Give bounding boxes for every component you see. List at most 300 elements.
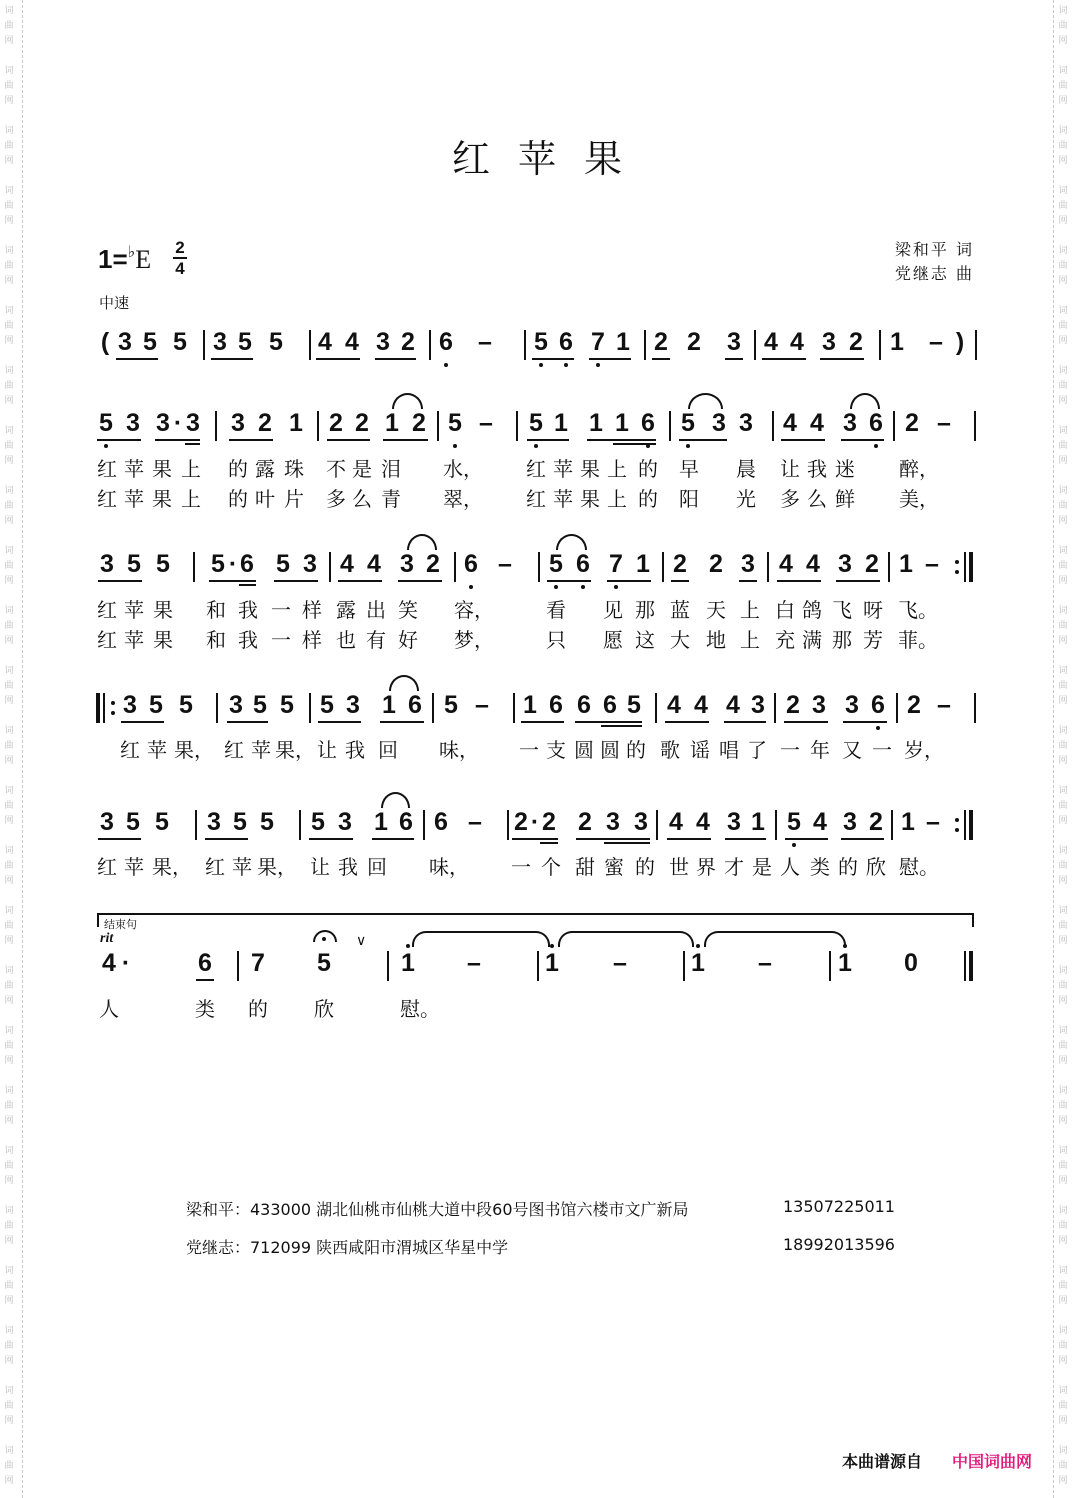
note: 3 bbox=[229, 691, 243, 719]
flat-sign: ♭ bbox=[127, 242, 136, 261]
lyric-verse2: 一 bbox=[271, 628, 291, 652]
note: 3 bbox=[400, 550, 414, 578]
beam-underline bbox=[211, 358, 253, 360]
note: 4 bbox=[667, 691, 681, 719]
beam-underline bbox=[601, 725, 642, 727]
breath-mark-icon: ∨ bbox=[356, 933, 367, 949]
lyric-verse2: 这 bbox=[635, 628, 655, 652]
lyric-chorus: 的 bbox=[626, 738, 646, 762]
note: 5 bbox=[96, 411, 116, 436]
lyric-chorus: 回 bbox=[367, 855, 387, 879]
barline bbox=[237, 951, 239, 981]
note: – bbox=[498, 550, 512, 578]
lyric-verse1: 见 bbox=[603, 598, 623, 622]
lyric-verse1: 上 bbox=[607, 457, 627, 481]
watermark-text: 词 曲 网 bbox=[1058, 1146, 1068, 1186]
note: 4 bbox=[790, 328, 804, 356]
beam-underline bbox=[98, 580, 142, 582]
note: 6 bbox=[408, 691, 422, 719]
contact-lyricist: 梁和平：433000 湖北仙桃市仙桃大道中段60号图书馆六楼市文广新局 bbox=[186, 1200, 689, 1219]
note: 5 bbox=[173, 328, 187, 356]
lyric-verse2: 样 bbox=[302, 628, 322, 652]
final-barline bbox=[969, 810, 973, 840]
lyric-chorus: 支 bbox=[546, 738, 566, 762]
note: ) bbox=[955, 328, 965, 356]
note: 6 bbox=[198, 949, 212, 977]
note: 3 bbox=[346, 691, 360, 719]
time-bottom: 4 bbox=[175, 259, 185, 278]
note: 4 bbox=[806, 550, 820, 578]
barline bbox=[216, 693, 218, 723]
watermark-right bbox=[1053, 0, 1074, 1498]
lyric-verse2: 么 bbox=[352, 487, 372, 511]
slur bbox=[688, 393, 723, 409]
note: 1 bbox=[374, 808, 388, 836]
repeat-dot bbox=[955, 570, 959, 574]
barline bbox=[974, 693, 976, 723]
lyric-verse2: 果 bbox=[153, 628, 173, 652]
note: 3 bbox=[231, 409, 245, 437]
lyric-verse2: 只 bbox=[546, 628, 566, 652]
lyric-chorus: 一 bbox=[780, 738, 800, 762]
lyric-verse2: 有 bbox=[366, 628, 386, 652]
beam-underline bbox=[239, 584, 256, 586]
lyric-chorus: 类 bbox=[810, 855, 830, 879]
tie bbox=[704, 931, 846, 947]
slur bbox=[389, 675, 419, 691]
lyric-verse1: 水， bbox=[443, 457, 483, 481]
note: – bbox=[475, 691, 489, 719]
lyric-chorus: 红 bbox=[224, 738, 244, 762]
lyric-verse2: 果 bbox=[580, 487, 600, 511]
lyric-chorus: 苹 bbox=[147, 738, 167, 762]
note: 5 bbox=[149, 691, 163, 719]
barline bbox=[888, 552, 890, 582]
beam-underline bbox=[98, 838, 141, 840]
note: 2 bbox=[905, 409, 919, 437]
lyric-chorus: 果， bbox=[152, 855, 192, 879]
beam-underline bbox=[316, 358, 360, 360]
note: – bbox=[925, 550, 939, 578]
lyric-chorus: 了 bbox=[747, 738, 767, 762]
note: 3 bbox=[843, 808, 857, 836]
barline bbox=[655, 693, 657, 723]
song-title: 红苹果 bbox=[451, 137, 650, 181]
note: 4 bbox=[694, 691, 708, 719]
note: 3 bbox=[812, 691, 826, 719]
watermark-text: 词 曲 网 bbox=[1058, 786, 1068, 826]
note: 4 bbox=[367, 550, 381, 578]
beam-underline bbox=[527, 439, 569, 441]
barline bbox=[662, 552, 664, 582]
note: 2 bbox=[673, 550, 687, 578]
watermark-text: 词 曲 网 bbox=[4, 186, 14, 226]
lyric-chorus: 回 bbox=[378, 738, 398, 762]
note: 3 bbox=[207, 808, 221, 836]
lyric-verse1: 天 bbox=[706, 598, 726, 622]
watermark-text: 词 曲 网 bbox=[4, 846, 14, 886]
note: 5 bbox=[127, 550, 141, 578]
lyric-verse1: 红 bbox=[526, 457, 546, 481]
note: 3 bbox=[100, 550, 114, 578]
lyric-verse2: 美， bbox=[899, 487, 939, 511]
barline bbox=[103, 693, 105, 723]
note: 1 bbox=[751, 808, 765, 836]
note: 5 bbox=[155, 808, 169, 836]
watermark-text: 词 曲 网 bbox=[1058, 366, 1068, 406]
note: 3 bbox=[606, 808, 620, 836]
note: – bbox=[758, 949, 772, 977]
lyric-verse2: 多 bbox=[780, 487, 800, 511]
watermark-text: 词 曲 网 bbox=[4, 906, 14, 946]
lyric-verse2: 红 bbox=[97, 628, 117, 652]
note: 5 bbox=[238, 328, 252, 356]
lyric-verse1: 一 bbox=[271, 598, 291, 622]
barline bbox=[299, 810, 301, 840]
note: 1 bbox=[890, 328, 904, 356]
note: 5 bbox=[546, 552, 566, 577]
note: 6 bbox=[556, 330, 576, 355]
lyric-verse1: 红 bbox=[97, 598, 117, 622]
watermark-text: 词 曲 网 bbox=[1058, 66, 1068, 106]
beam-underline bbox=[576, 838, 650, 840]
lyric-verse2: 上 bbox=[740, 628, 760, 652]
beam-underline bbox=[679, 439, 727, 441]
note: 2 bbox=[329, 409, 343, 437]
repeat-dot bbox=[111, 711, 115, 715]
lyric-chorus: 的 bbox=[838, 855, 858, 879]
lyric-chorus: 的 bbox=[635, 855, 655, 879]
lyric-chorus: 果， bbox=[174, 738, 214, 762]
barline bbox=[193, 552, 195, 582]
lyric-ending: 慰。 bbox=[400, 997, 440, 1021]
lyric-chorus: 蜜 bbox=[604, 855, 624, 879]
barline bbox=[896, 693, 898, 723]
note: 2 bbox=[869, 808, 883, 836]
key-signature bbox=[98, 244, 151, 275]
note: 1 bbox=[385, 409, 399, 437]
lyric-verse2: 红 bbox=[97, 487, 117, 511]
note: 4 bbox=[779, 550, 793, 578]
watermark-text: 词 曲 网 bbox=[4, 246, 14, 286]
note: – bbox=[929, 328, 943, 356]
composer: 党继志 曲 bbox=[894, 264, 974, 283]
beam-underline bbox=[777, 580, 821, 582]
lyric-chorus: 让 bbox=[317, 738, 337, 762]
beam-underline bbox=[383, 439, 428, 441]
barline bbox=[829, 951, 831, 981]
watermark-text: 词 曲 网 bbox=[4, 1086, 14, 1126]
slur bbox=[381, 792, 410, 808]
note: 5 bbox=[627, 691, 641, 719]
slur bbox=[392, 393, 423, 409]
note: 3 bbox=[712, 409, 726, 437]
note: 1 bbox=[835, 951, 855, 976]
barline bbox=[537, 951, 539, 981]
lyric-chorus: 一 bbox=[511, 855, 531, 879]
beam-underline bbox=[781, 439, 825, 441]
note: 2 bbox=[514, 808, 528, 836]
lyric-chorus: 苹 bbox=[251, 738, 271, 762]
lyric-chorus: 一 bbox=[872, 738, 892, 762]
lyric-verse1: 早 bbox=[679, 457, 699, 481]
beam-underline bbox=[532, 358, 574, 360]
barline bbox=[507, 810, 509, 840]
lyric-verse2: 菲。 bbox=[898, 628, 938, 652]
source-site-link[interactable]: 中国词曲网 bbox=[952, 1452, 1033, 1471]
note: 4 bbox=[102, 949, 116, 977]
lyric-verse2: 红 bbox=[526, 487, 546, 511]
barline bbox=[437, 411, 439, 441]
lyric-verse1: 果 bbox=[153, 598, 173, 622]
beam-underline bbox=[521, 721, 564, 723]
note: – bbox=[613, 949, 627, 977]
lyric-chorus: 味， bbox=[439, 738, 479, 762]
note: 2 bbox=[907, 691, 921, 719]
note: 1 bbox=[289, 409, 303, 437]
barline bbox=[893, 411, 895, 441]
tempo-marking: 中速 bbox=[99, 294, 130, 312]
lyric-verse1: 红 bbox=[97, 457, 117, 481]
note: – bbox=[479, 409, 493, 437]
beam-underline bbox=[540, 842, 558, 844]
watermark-text: 词 曲 网 bbox=[1058, 606, 1068, 646]
watermark-text: 词 曲 网 bbox=[4, 126, 14, 166]
lyric-chorus: 果， bbox=[257, 855, 297, 879]
note: 3 bbox=[126, 409, 140, 437]
note: 3 bbox=[843, 409, 857, 437]
ending-bracket bbox=[97, 913, 974, 927]
tie bbox=[412, 931, 550, 947]
lyric-ending: 人 bbox=[99, 997, 119, 1021]
lyric-verse1: 露 bbox=[336, 598, 356, 622]
beam-underline bbox=[155, 439, 200, 441]
note: 6 bbox=[436, 330, 456, 355]
lyric-chorus: 世 bbox=[669, 855, 689, 879]
lyric-verse2: 那 bbox=[832, 628, 852, 652]
beam-underline bbox=[380, 721, 424, 723]
lyric-verse1: 笑 bbox=[398, 598, 418, 622]
beam-underline bbox=[375, 358, 416, 360]
watermark-text: 词 曲 网 bbox=[4, 966, 14, 1006]
note: 6 bbox=[603, 691, 617, 719]
note: 5 bbox=[311, 808, 325, 836]
note: 2 bbox=[786, 691, 800, 719]
note: 1 bbox=[615, 409, 629, 437]
note: 4 bbox=[669, 808, 683, 836]
lyric-verse1: 露 bbox=[255, 457, 275, 481]
lyric-verse1: 不 bbox=[326, 457, 346, 481]
lyric-verse2: 么 bbox=[807, 487, 827, 511]
note: 2 bbox=[709, 550, 723, 578]
key-tone: E bbox=[135, 245, 152, 274]
beam-underline bbox=[512, 838, 558, 840]
note: 2 bbox=[258, 409, 272, 437]
beam-underline bbox=[820, 358, 864, 360]
barline bbox=[387, 951, 389, 981]
note: 5 bbox=[156, 550, 170, 578]
barline bbox=[203, 330, 205, 360]
note: 6 bbox=[866, 411, 886, 436]
watermark-text: 词 曲 网 bbox=[4, 546, 14, 586]
note: 3 bbox=[100, 808, 114, 836]
note: 1 bbox=[523, 691, 537, 719]
beam-underline bbox=[209, 580, 256, 582]
beam-underline bbox=[97, 439, 141, 441]
beam-underline bbox=[398, 580, 442, 582]
barline bbox=[329, 552, 331, 582]
note: 4 bbox=[783, 409, 797, 437]
note: 5 bbox=[253, 691, 267, 719]
note: 1 bbox=[688, 951, 708, 976]
barline bbox=[429, 330, 431, 360]
watermark-text: 词 曲 网 bbox=[4, 726, 14, 766]
note: 2 bbox=[578, 808, 592, 836]
note: 3 bbox=[822, 328, 836, 356]
lyric-verse1: 白 bbox=[775, 598, 795, 622]
lyric-chorus: 岁， bbox=[904, 738, 944, 762]
lyric-verse2: 翠， bbox=[443, 487, 483, 511]
note: 4 bbox=[345, 328, 359, 356]
note: – bbox=[937, 691, 951, 719]
lyric-verse1: 容， bbox=[454, 598, 494, 622]
rit-marking: rit bbox=[100, 931, 114, 946]
note: 5 bbox=[320, 691, 334, 719]
note: 1 bbox=[589, 409, 603, 437]
watermark-text: 词 曲 网 bbox=[1058, 1266, 1068, 1306]
barline bbox=[974, 411, 976, 441]
repeat-dot bbox=[111, 701, 115, 705]
watermark-left bbox=[0, 0, 23, 1498]
lyric-verse1: 迷 bbox=[835, 457, 855, 481]
note: 3 bbox=[118, 328, 132, 356]
beam-underline bbox=[274, 580, 318, 582]
watermark-text: 词 曲 网 bbox=[4, 1026, 14, 1066]
beam-underline bbox=[724, 721, 766, 723]
beam-underline bbox=[227, 721, 268, 723]
barline bbox=[754, 330, 756, 360]
beam-underline bbox=[372, 838, 414, 840]
barline bbox=[767, 552, 769, 582]
note: 5 bbox=[179, 691, 193, 719]
barline bbox=[432, 693, 434, 723]
note: 5 bbox=[445, 411, 465, 436]
beam-underline bbox=[205, 838, 248, 840]
note: 3 bbox=[838, 550, 852, 578]
beam-underline bbox=[547, 580, 591, 582]
lyricist: 梁和平 词 bbox=[894, 240, 974, 259]
note: 4 bbox=[726, 691, 740, 719]
note: – bbox=[926, 808, 940, 836]
credits bbox=[895, 238, 974, 286]
note: 5 bbox=[444, 691, 458, 719]
note: 0 bbox=[904, 949, 918, 977]
watermark-text: 词 曲 网 bbox=[1058, 966, 1068, 1006]
lyric-verse1: 让 bbox=[780, 457, 800, 481]
note: 5 bbox=[784, 810, 804, 835]
note: 3 bbox=[845, 691, 859, 719]
phone-lyricist: 13507225011 bbox=[783, 1197, 895, 1216]
note: 5 bbox=[678, 411, 698, 436]
watermark-text: 词 曲 网 bbox=[4, 1326, 14, 1366]
note: ( bbox=[100, 328, 110, 356]
note: 1 bbox=[554, 409, 568, 437]
beam-underline bbox=[725, 838, 766, 840]
note: 5 bbox=[276, 550, 290, 578]
lyric-verse2: 上 bbox=[181, 487, 201, 511]
lyric-chorus: 一 bbox=[519, 738, 539, 762]
lyric-chorus: 红 bbox=[120, 738, 140, 762]
note: 3 bbox=[213, 328, 227, 356]
beam-underline bbox=[196, 979, 214, 981]
lyric-verse2: 鲜 bbox=[835, 487, 855, 511]
barline bbox=[975, 330, 977, 360]
lyric-verse1: 样 bbox=[302, 598, 322, 622]
note: 7 bbox=[606, 552, 626, 577]
note: 1 bbox=[901, 808, 915, 836]
repeat-dot bbox=[955, 828, 959, 832]
slur bbox=[407, 534, 437, 550]
note: 3 bbox=[303, 550, 317, 578]
watermark-text: 词 曲 网 bbox=[4, 1146, 14, 1186]
lyric-chorus: 谣 bbox=[690, 738, 710, 762]
final-barline bbox=[969, 552, 973, 582]
barline bbox=[669, 411, 671, 441]
lyric-verse2: 片 bbox=[284, 487, 304, 511]
note: · bbox=[530, 808, 540, 836]
barline bbox=[215, 411, 217, 441]
watermark-text: 词 曲 网 bbox=[4, 1446, 14, 1486]
lyric-verse2: 我 bbox=[238, 628, 258, 652]
lyric-verse1: 晨 bbox=[736, 457, 756, 481]
repeat-dot bbox=[955, 818, 959, 822]
beam-underline bbox=[739, 580, 757, 582]
barline bbox=[538, 552, 540, 582]
lyric-verse2: 光 bbox=[736, 487, 756, 511]
note: · bbox=[173, 409, 183, 437]
lyric-chorus: 红 bbox=[205, 855, 225, 879]
lyric-chorus: 苹 bbox=[232, 855, 252, 879]
lyric-verse2: 苹 bbox=[124, 628, 144, 652]
note: – bbox=[478, 328, 492, 356]
lyric-chorus: 欣 bbox=[866, 855, 886, 879]
beam-underline bbox=[229, 439, 273, 441]
note: 2 bbox=[654, 328, 668, 356]
lyric-verse1: 是 bbox=[352, 457, 372, 481]
lyric-verse1: 飞。 bbox=[898, 598, 938, 622]
note: 6 bbox=[638, 411, 658, 436]
note: 2 bbox=[355, 409, 369, 437]
fermata-icon bbox=[313, 930, 337, 942]
beam-underline bbox=[671, 580, 689, 582]
note: 3 bbox=[186, 409, 200, 437]
watermark-text: 词 曲 网 bbox=[4, 606, 14, 646]
lyric-chorus: 是 bbox=[752, 855, 772, 879]
phone-composer: 18992013596 bbox=[783, 1235, 895, 1254]
beam-underline bbox=[843, 721, 887, 723]
note: 6 bbox=[868, 693, 888, 718]
note: 4 bbox=[810, 409, 824, 437]
note: 5 bbox=[531, 330, 551, 355]
lyric-verse1: 出 bbox=[366, 598, 386, 622]
note: 2 bbox=[849, 328, 863, 356]
watermark-text: 词 曲 网 bbox=[1058, 846, 1068, 886]
barline bbox=[309, 693, 311, 723]
lyric-verse2: 芳 bbox=[863, 628, 883, 652]
lyric-chorus: 红 bbox=[97, 855, 117, 879]
barline bbox=[683, 951, 685, 981]
barline bbox=[964, 810, 966, 840]
